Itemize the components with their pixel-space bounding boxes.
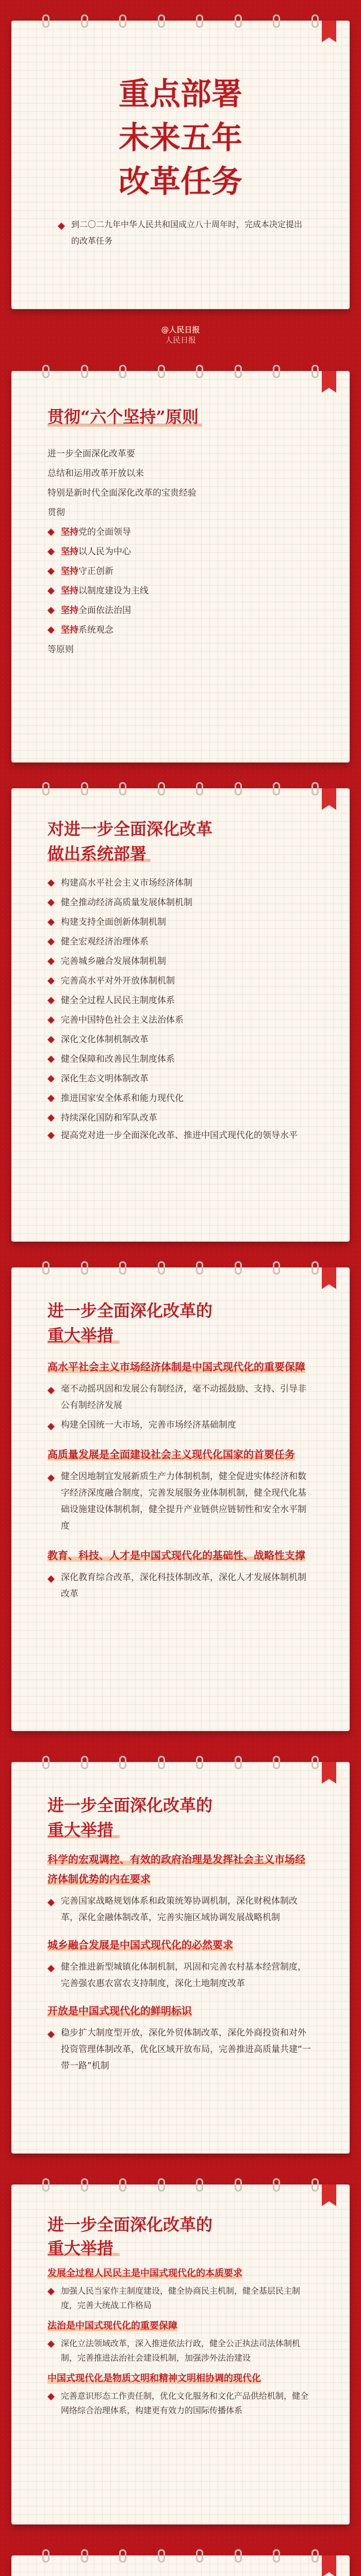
bullet-icon (47, 1016, 55, 1024)
binder-ring (158, 2178, 165, 2192)
watermark: @人民日报 人民日报 (161, 325, 200, 345)
systematic-item: 构建高水平社会主义市场经济体制 (47, 873, 314, 893)
binder-ring (311, 14, 319, 28)
binder-ring (235, 2549, 242, 2563)
binder-ring (119, 782, 126, 795)
systematic-item: 提高党对进一步全面深化改革、推进中国式现代化的领导水平 (47, 1128, 314, 1143)
bullet-icon (47, 529, 55, 536)
systematic-item: 完善高水平对外开放体制机制 (47, 971, 314, 991)
binder-ring (42, 365, 50, 378)
binder-ring (42, 2549, 50, 2563)
bullet-icon (47, 1899, 55, 1906)
major1-heading-1: 高水平社会主义市场经济体制是中国式现代化的重要保障 (47, 1361, 305, 1373)
principle-line: 特别是新时代全面深化改革的宝贵经验 (47, 488, 196, 498)
major1-title-line-1: 进一步全面深化改革的 (47, 1301, 213, 1320)
principle-item: 坚持 系统观念 (47, 620, 314, 640)
systematic-item: 完善中国特色社会主义法治体系 (47, 1010, 314, 1030)
binder-ring (119, 1756, 126, 1769)
binder-ring (158, 1261, 165, 1275)
major-measures-sheet-4 (11, 2555, 350, 2576)
bullet-icon (47, 958, 55, 965)
principle-item: 坚持 守正创新 (47, 562, 314, 581)
binder-ring (81, 2549, 88, 2563)
systematic-item: 深化文化体制机制改革 (47, 1030, 314, 1049)
principle-item: 坚持 全面依法治国 (47, 601, 314, 620)
major1-paragraph-1: 毫不动摇巩固和发展公有制经济，毫不动摇鼓励、支持、引导非公有制经济发展 (47, 1381, 314, 1414)
principles-title: 贯彻“六个坚持”原则 (47, 407, 199, 427)
major-measures-sheet-2 (11, 1762, 350, 2154)
bullet-icon (47, 1036, 55, 1043)
principle-item: 坚持 以制度建设为主线 (47, 581, 314, 601)
major2-paragraph-3: 稳步扩大制度型开放，深化外贸体制改革，深化外商投资和对外投资管理体制改革，优化区域开放布局，完善推进高质量共建“一带一路”机制 (47, 2025, 314, 2074)
binder-ring (42, 2178, 50, 2192)
major3-title-line-1: 进一步全面深化改革的 (47, 2215, 213, 2234)
principle-item: 坚持 党的全面领导 (47, 522, 314, 542)
major2-title-line-1: 进一步全面深化改革的 (47, 1795, 213, 1815)
binder-ring (81, 14, 88, 28)
systematic-item: 持续深化国防和军队改革 (47, 1108, 314, 1128)
bullet-icon (47, 1965, 55, 1972)
bullet-icon (47, 2393, 55, 2400)
binder-ring (196, 782, 203, 795)
binder-ring (119, 2549, 126, 2563)
systematic-item: 健全全过程人民民主制度体系 (47, 991, 314, 1010)
systematic-item: 健全推动经济高质量发展体制机制 (47, 893, 314, 912)
binder-ring (158, 2549, 165, 2563)
major2-heading-2: 城乡融合发展是中国式现代化的必然要求 (47, 1939, 233, 1951)
major1-paragraph-2: 构建全国统一大市场，完善市场经济基础制度 (47, 1417, 314, 1433)
bullet-icon (47, 2341, 55, 2348)
major3-paragraph-3: 完善意识形态工作责任制，优化文化服务和文化产品供给机制，健全网络综合治理体系，构建更有效力的国际传播体系 (47, 2389, 314, 2418)
binder-ring (273, 2178, 280, 2192)
binder-ring (81, 782, 88, 795)
binder-ring (119, 14, 126, 28)
bullet-icon (47, 997, 55, 1004)
binder-ring (42, 782, 50, 795)
binder-ring (42, 14, 50, 28)
cover-title-line-2: 未来五年 (119, 120, 242, 156)
bullet-icon (47, 1056, 55, 1063)
binder-ring (273, 14, 280, 28)
binder-ring (311, 1261, 319, 1275)
binder-ring (196, 1756, 203, 1769)
binder-ring (273, 1261, 280, 1275)
binder-ring (196, 1261, 203, 1275)
major3-paragraph-2: 深化立法领域改革，深入推进依法行政，健全公正执法司法体制机制，完善推进法治社会建设机制，加强涉外法治建设 (47, 2336, 314, 2365)
bullet-icon (47, 1423, 55, 1430)
major1-heading-3: 教育、科技、人才是中国式现代化的基础性、战略性支撑 (47, 1549, 305, 1562)
binder-ring (235, 2178, 242, 2192)
systematic-sheet (11, 788, 350, 1242)
binder-ring (273, 782, 280, 795)
binder-ring (273, 2549, 280, 2563)
binder-ring (81, 1261, 88, 1275)
bullet-icon (47, 1575, 55, 1583)
binder-ring (196, 2178, 203, 2192)
major-measures-sheet-1 (11, 1267, 350, 1731)
bullet-icon (47, 587, 55, 595)
principle-line: 进一步全面深化改革要 (47, 449, 135, 459)
bullet-icon (47, 938, 55, 945)
principles-sheet (11, 371, 350, 762)
principle-line: 贯彻 (47, 507, 65, 518)
major1-paragraph-3: 健全因地制宜发展新质生产力体制机制，健全促进实体经济和数字经济深度融合制度，完善发展服务业体制机制，健全现代化基础设施建设体制机制，健全提升产业链供应链韧性和安全水平制度 (47, 1468, 314, 1534)
major2-heading-3: 开放是中国式现代化的鲜明标识 (47, 2005, 192, 2017)
major1-paragraph-4: 深化教育综合改革，深化科技体制改革，深化人才发展体制机制改革 (47, 1569, 314, 1602)
cover-intro: 到二〇二九年中华人民共和国成立八十周年时，完成本决定提出的改革任务 (58, 216, 303, 249)
bullet-icon (47, 1475, 55, 1482)
binder-ring (42, 1756, 50, 1769)
major2-heading-1: 科学的宏观调控、有效的政府治理是发挥社会主义市场经济体制优势的内在要求 (47, 1853, 305, 1885)
binder-ring (196, 2549, 203, 2563)
binder-ring (119, 2178, 126, 2192)
bullet-icon (47, 548, 55, 555)
binder-ring (158, 365, 165, 378)
bullet-icon (47, 977, 55, 985)
binder-ring (119, 365, 126, 378)
binder-ring (119, 1261, 126, 1275)
binder-ring (81, 1756, 88, 1769)
binder-ring (311, 365, 319, 378)
systematic-item: 健全保障和改善民生制度体系 (47, 1049, 314, 1069)
binder-ring (235, 1261, 242, 1275)
binder-ring (311, 1756, 319, 1769)
bullet-icon (47, 1095, 55, 1102)
binder-ring (311, 2178, 319, 2192)
binder-ring (311, 2549, 319, 2563)
binder-ring (235, 782, 242, 795)
bullet-icon (58, 223, 65, 230)
binder-ring (311, 782, 319, 795)
bullet-icon (47, 568, 55, 575)
cover-title-line-3: 改革任务 (119, 164, 242, 200)
systematic-title-line-2: 做出系统部署 (47, 844, 147, 863)
binder-ring (158, 1756, 165, 1769)
bullet-icon (47, 1387, 55, 1394)
systematic-item: 完善城乡融合发展体制机制 (47, 952, 314, 971)
binder-ring (81, 2178, 88, 2192)
bullet-icon (47, 607, 55, 614)
binder-ring (81, 365, 88, 378)
major3-title-line-2: 重大举措 (47, 2239, 114, 2258)
bullet-icon (47, 919, 55, 926)
bullet-icon (47, 1075, 55, 1082)
cover-title-line-1: 重点部署 (119, 76, 242, 112)
major3-paragraph-1: 加强人民当家作主制度建设，健全协商民主机制，健全基层民主制度，完善大统战工作格局 (47, 2284, 314, 2313)
major2-title-line-2: 重大举措 (47, 1820, 114, 1840)
bullet-icon (47, 2031, 55, 2038)
major2-paragraph-1: 完善国家战略规划体系和政策统筹协调机制，深化财税体制改革，深化金融体制改革，完善实施区域协调发展战略机制 (47, 1893, 314, 1926)
systematic-item: 构建支持全面创新体制机制 (47, 912, 314, 932)
bullet-icon (47, 1114, 55, 1122)
binder-ring (196, 365, 203, 378)
bullet-icon (47, 899, 55, 906)
systematic-title-line-1: 对进一步全面深化改革 (47, 819, 213, 839)
cover-sheet (11, 21, 350, 309)
binder-ring (235, 14, 242, 28)
binder-ring (273, 365, 280, 378)
major-measures-sheet-3 (11, 2184, 350, 2524)
systematic-item: 健全宏观经济治理体系 (47, 932, 314, 952)
major3-heading-2: 法治是中国式现代化的重要保障 (47, 2320, 177, 2331)
principle-line: 总结和运用改革开放以来 (47, 468, 144, 479)
major3-heading-3: 中国式现代化是物质文明和精神文明相协调的现代化 (47, 2373, 261, 2384)
systematic-item: 深化生态文明体制改革 (47, 1069, 314, 1089)
major2-paragraph-2: 健全推进新型城镇化体制机制，巩固和完善农村基本经营制度，完善强农惠农富农支持制度，深化土地制度改革 (47, 1959, 314, 1992)
binder-ring (235, 365, 242, 378)
principle-ending: 等原则 (47, 645, 74, 655)
major3-heading-1: 发展全过程人民民主是中国式现代化的本质要求 (47, 2268, 242, 2279)
principle-item: 坚持 以人民为中心 (47, 542, 314, 562)
bullet-icon (47, 626, 55, 634)
bullet-icon (47, 2288, 55, 2295)
bullet-icon (47, 879, 55, 887)
major1-title-line-2: 重大举措 (47, 1326, 114, 1345)
binder-ring (158, 14, 165, 28)
major1-heading-2: 高质量发展是全面建设社会主义现代化国家的首要任务 (47, 1448, 295, 1461)
binder-ring (196, 14, 203, 28)
binder-ring (158, 782, 165, 795)
binder-ring (273, 1756, 280, 1769)
systematic-item: 推进国家安全体系和能力现代化 (47, 1089, 314, 1108)
binder-ring (42, 1261, 50, 1275)
bullet-icon (47, 1132, 55, 1139)
binder-ring (235, 1756, 242, 1769)
